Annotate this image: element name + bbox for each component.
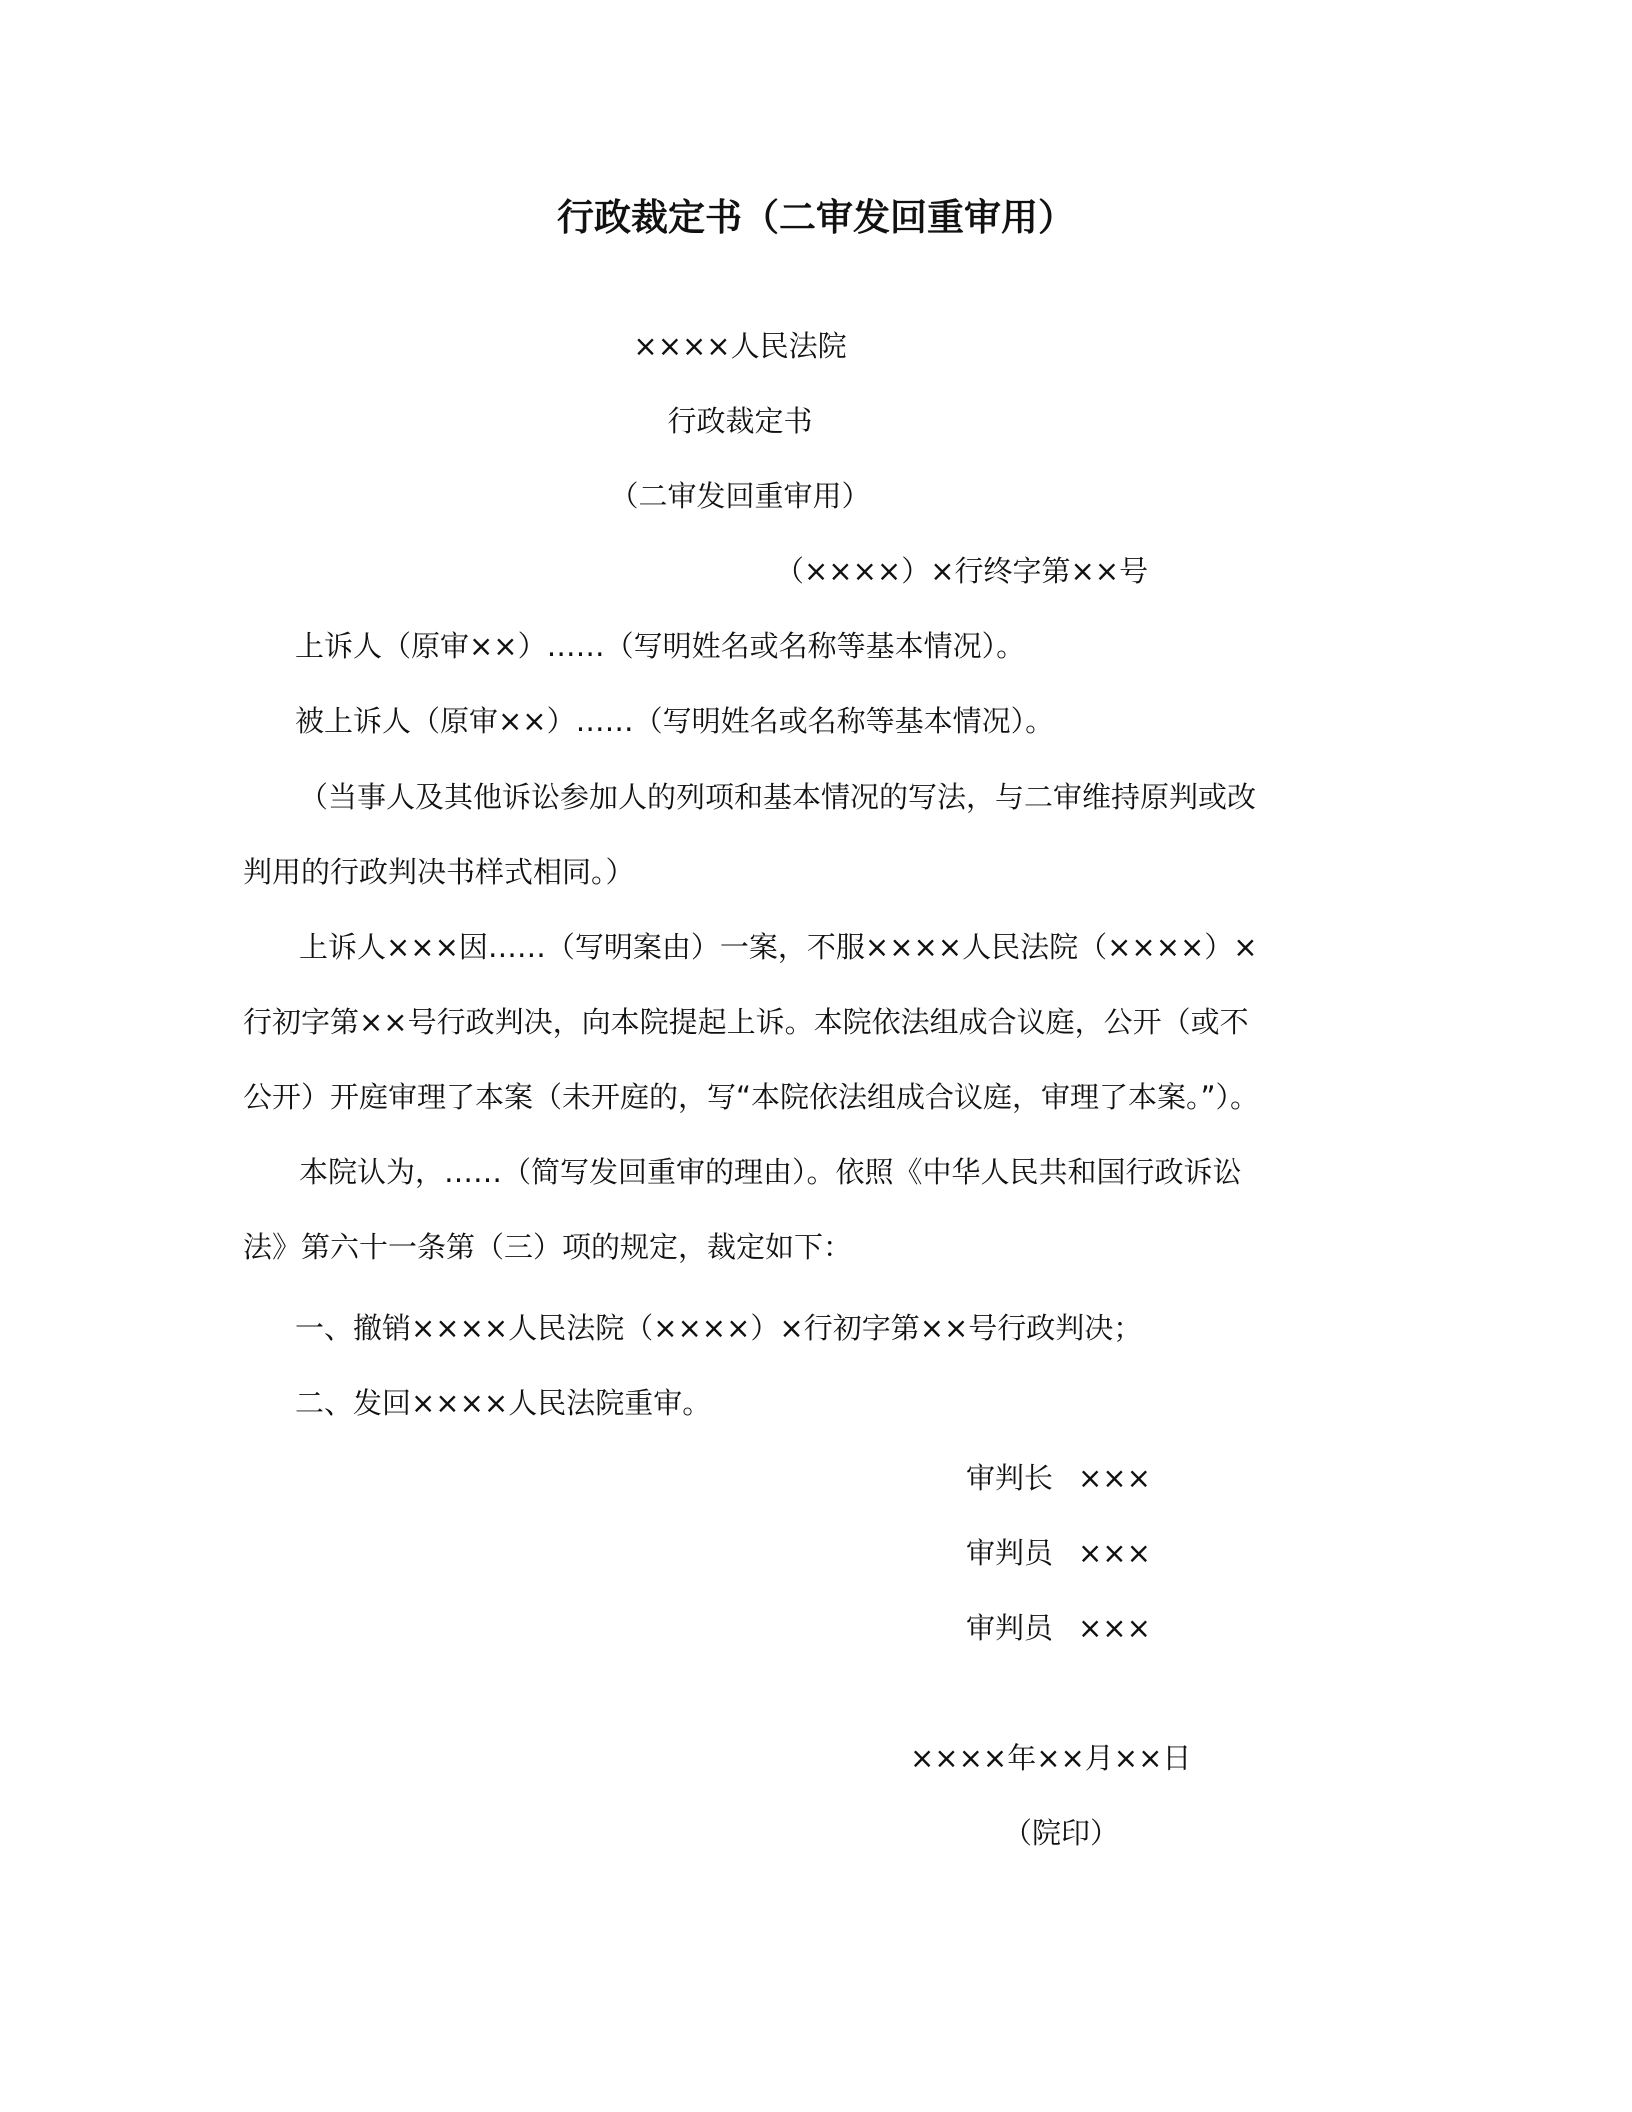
document-type: 行政裁定书	[667, 404, 813, 438]
signature-role: 审判员	[966, 1536, 1054, 1570]
signature-role: 审判长	[966, 1461, 1054, 1495]
document-title: 行政裁定书（二审发回重审用）	[557, 196, 1075, 239]
court-opinion-paragraph: 本院认为，……（简写发回重审的理由）。依照《中华人民共和国行政诉讼法》第六十一条第（三）项的规定，裁定如下：	[243, 1155, 1242, 1264]
signature-row	[966, 1535, 1151, 1571]
case-background-paragraph: 上诉人×××因……（写明案由）一案，不服××××人民法院（××××）×行初字第××号行政判决，向本院提起上诉。本院依法组成合议庭，公开（或不公开）开庭审理了本案（未开庭的，写“本院依法组成合议庭，审理了本案。”）。	[243, 930, 1260, 1114]
signature-role: 审判员	[966, 1611, 1054, 1645]
signature-name: ×××	[1078, 1611, 1151, 1645]
signature-name: ×××	[1078, 1461, 1151, 1495]
signature-row	[966, 1460, 1151, 1496]
appellee-line: 被上诉人（原审××）……（写明姓名或名称等基本情况）。	[295, 704, 1055, 738]
document-date: ××××年××月××日	[910, 1741, 1192, 1775]
signature-row	[966, 1610, 1151, 1646]
signature-name: ×××	[1078, 1536, 1151, 1570]
case-number: （××××）×行终字第××号	[775, 554, 1149, 588]
court-name: ××××人民法院	[633, 329, 847, 363]
ruling-item-1: 一、撤销××××人民法院（××××）×行初字第××号行政判决；	[295, 1311, 1143, 1345]
document-subtype: （二审发回重审用）	[609, 479, 871, 513]
ruling-item-2: 二、发回××××人民法院重审。	[295, 1386, 712, 1420]
court-seal-placeholder: （院印）	[1003, 1816, 1120, 1850]
appellant-line: 上诉人（原审××）……（写明姓名或名称等基本情况）。	[295, 629, 1026, 663]
parties-note-paragraph: （当事人及其他诉讼参加人的列项和基本情况的写法，与二审维持原判或改判用的行政判决书样式相同。）	[243, 780, 1257, 889]
